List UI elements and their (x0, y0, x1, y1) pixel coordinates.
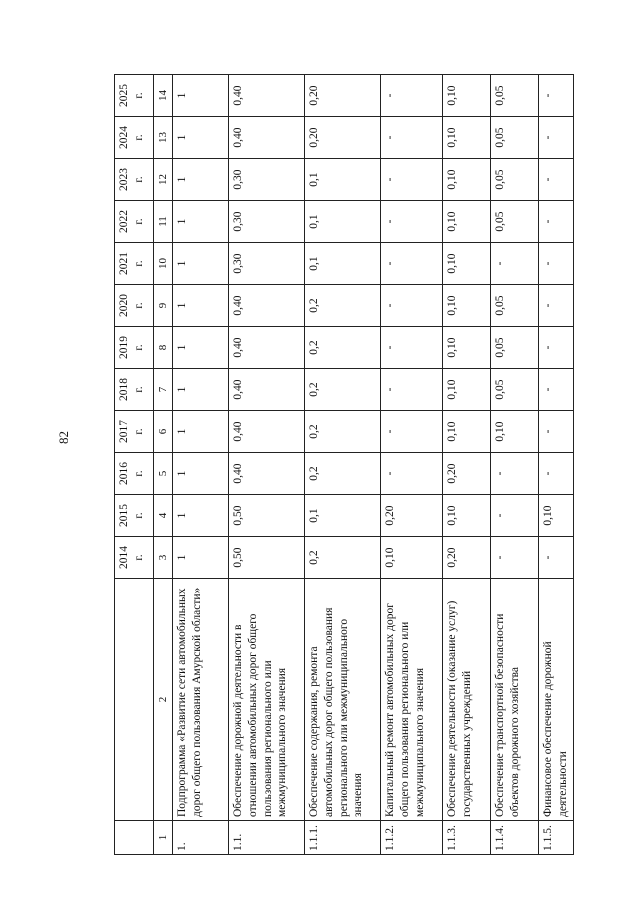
year-header-2025: 2025 г. (115, 75, 154, 117)
value-cell: - (539, 327, 573, 369)
value-cell: 1 (173, 495, 229, 537)
value-cell: - (491, 243, 539, 285)
indicators-table (114, 74, 574, 855)
column-index: 9 (154, 285, 173, 327)
table-row (305, 75, 381, 855)
column-index: 8 (154, 327, 173, 369)
value-cell: 1 (173, 285, 229, 327)
value-cell: 0,40 (229, 285, 305, 327)
row-name: Капитальный ремонт автомобильных дорог общего пользования регионального или межмуниципального значения (381, 579, 443, 821)
row-name: Подпрограмма «Развитие сети автомобильных дорог общего пользования Амурской области» (173, 579, 229, 821)
row-number: 1.1.5. (539, 821, 573, 855)
value-cell: 0,10 (381, 537, 443, 579)
value-cell: 0,40 (229, 453, 305, 495)
value-cell: - (381, 117, 443, 159)
value-cell: 1 (173, 243, 229, 285)
table-row (443, 75, 491, 855)
value-cell: 0,10 (443, 243, 491, 285)
value-cell: 0,05 (491, 201, 539, 243)
year-header-2018: 2018 г. (115, 369, 154, 411)
value-cell: 0,20 (305, 117, 381, 159)
column-index: 4 (154, 495, 173, 537)
row-name: Обеспечение дорожной деятельности в отношении автомобильных дорог общего пользования регионального или межмуниципального значения (229, 579, 305, 821)
value-cell: 0,1 (305, 243, 381, 285)
year-header-2017: 2017 г. (115, 411, 154, 453)
value-cell: 0,1 (305, 201, 381, 243)
value-cell: 1 (173, 327, 229, 369)
value-cell: 0,40 (229, 369, 305, 411)
year-header-2019: 2019 г. (115, 327, 154, 369)
value-cell: 0,05 (491, 327, 539, 369)
year-header-row (115, 75, 154, 855)
value-cell: 0,30 (229, 201, 305, 243)
row-name: Обеспечение содержания, ремонта автомобильных дорог общего пользования регионального или межмуниципального значения (305, 579, 381, 821)
value-cell: - (381, 285, 443, 327)
table-row (381, 75, 443, 855)
row-name: Финансовое обеспечение дорожной деятельности (539, 579, 573, 821)
column-index: 7 (154, 369, 173, 411)
value-cell: - (539, 453, 573, 495)
value-cell: - (491, 537, 539, 579)
value-cell: 1 (173, 117, 229, 159)
value-cell: - (539, 285, 573, 327)
value-cell: 0,2 (305, 369, 381, 411)
table-row (173, 75, 229, 855)
value-cell: 0,40 (229, 411, 305, 453)
column-index: 10 (154, 243, 173, 285)
value-cell: 0,05 (491, 117, 539, 159)
value-cell: 0,10 (443, 159, 491, 201)
page-number: 82 (56, 431, 71, 444)
year-header-2015: 2015 г. (115, 495, 154, 537)
value-cell: 0,1 (305, 159, 381, 201)
column-index: 6 (154, 411, 173, 453)
table-row (229, 75, 305, 855)
value-cell: 0,10 (539, 495, 573, 537)
value-cell: 0,40 (229, 117, 305, 159)
value-cell: 0,2 (305, 285, 381, 327)
value-cell: - (539, 117, 573, 159)
value-cell: - (491, 495, 539, 537)
value-cell: - (491, 453, 539, 495)
value-cell: 0,30 (229, 243, 305, 285)
value-cell: 0,05 (491, 285, 539, 327)
value-cell: - (381, 159, 443, 201)
value-cell: 0,20 (443, 537, 491, 579)
rotated-table-wrapper (114, 75, 624, 855)
value-cell: 1 (173, 537, 229, 579)
row-number: 1.1.3. (443, 821, 491, 855)
year-header-2016: 2016 г. (115, 453, 154, 495)
value-cell: 0,2 (305, 411, 381, 453)
column-index: 14 (154, 75, 173, 117)
value-cell: - (539, 537, 573, 579)
year-header-2023: 2023 г. (115, 159, 154, 201)
value-cell: 0,2 (305, 537, 381, 579)
column-index: 12 (154, 159, 173, 201)
value-cell: - (381, 369, 443, 411)
table-row (539, 75, 573, 855)
column-index: 11 (154, 201, 173, 243)
year-header-2022: 2022 г. (115, 201, 154, 243)
column-index: 1 (154, 821, 173, 855)
value-cell: 0,05 (491, 159, 539, 201)
column-index: 13 (154, 117, 173, 159)
value-cell: - (539, 411, 573, 453)
value-cell: 0,2 (305, 327, 381, 369)
year-header-2021: 2021 г. (115, 243, 154, 285)
value-cell: 0,40 (229, 327, 305, 369)
column-index: 2 (154, 579, 173, 821)
value-cell: 1 (173, 75, 229, 117)
value-cell: - (381, 411, 443, 453)
row-number: 1.1.2. (381, 821, 443, 855)
value-cell: - (381, 453, 443, 495)
value-cell: - (381, 243, 443, 285)
row-number: 1.1.1. (305, 821, 381, 855)
value-cell: 0,20 (305, 75, 381, 117)
value-cell: - (539, 75, 573, 117)
value-cell: 0,10 (443, 369, 491, 411)
header-blank-name (115, 579, 154, 821)
value-cell: - (539, 201, 573, 243)
row-number: 1. (173, 821, 229, 855)
value-cell: 0,05 (491, 75, 539, 117)
value-cell: 0,20 (381, 495, 443, 537)
value-cell: 0,05 (491, 369, 539, 411)
value-cell: 0,10 (443, 75, 491, 117)
value-cell: 0,10 (443, 411, 491, 453)
value-cell: - (381, 327, 443, 369)
value-cell: 0,40 (229, 75, 305, 117)
column-index-row (154, 75, 173, 855)
header-blank-num (115, 821, 154, 855)
value-cell: 0,50 (229, 537, 305, 579)
value-cell: - (539, 369, 573, 411)
row-name: Обеспечение транспортной безопасности объектов дорожного хозяйства (491, 579, 539, 821)
year-header-2020: 2020 г. (115, 285, 154, 327)
year-header-2014: 2014 г. (115, 537, 154, 579)
value-cell: 1 (173, 201, 229, 243)
value-cell: 0,2 (305, 453, 381, 495)
value-cell: 0,30 (229, 159, 305, 201)
value-cell: - (381, 201, 443, 243)
value-cell: 0,10 (491, 411, 539, 453)
value-cell: 0,10 (443, 495, 491, 537)
value-cell: - (539, 159, 573, 201)
year-header-2024: 2024 г. (115, 117, 154, 159)
value-cell: 1 (173, 369, 229, 411)
value-cell: - (381, 75, 443, 117)
value-cell: 0,10 (443, 117, 491, 159)
value-cell: - (539, 243, 573, 285)
value-cell: 1 (173, 453, 229, 495)
value-cell: 1 (173, 411, 229, 453)
value-cell: 0,10 (443, 285, 491, 327)
table-row (491, 75, 539, 855)
column-index: 5 (154, 453, 173, 495)
row-number: 1.1. (229, 821, 305, 855)
value-cell: 0,10 (443, 201, 491, 243)
column-index: 3 (154, 537, 173, 579)
value-cell: 0,1 (305, 495, 381, 537)
row-name: Обеспечение деятельности (оказание услуг) государственных учреждений (443, 579, 491, 821)
value-cell: 0,50 (229, 495, 305, 537)
value-cell: 1 (173, 159, 229, 201)
row-number: 1.1.4. (491, 821, 539, 855)
value-cell: 0,20 (443, 453, 491, 495)
value-cell: 0,10 (443, 327, 491, 369)
